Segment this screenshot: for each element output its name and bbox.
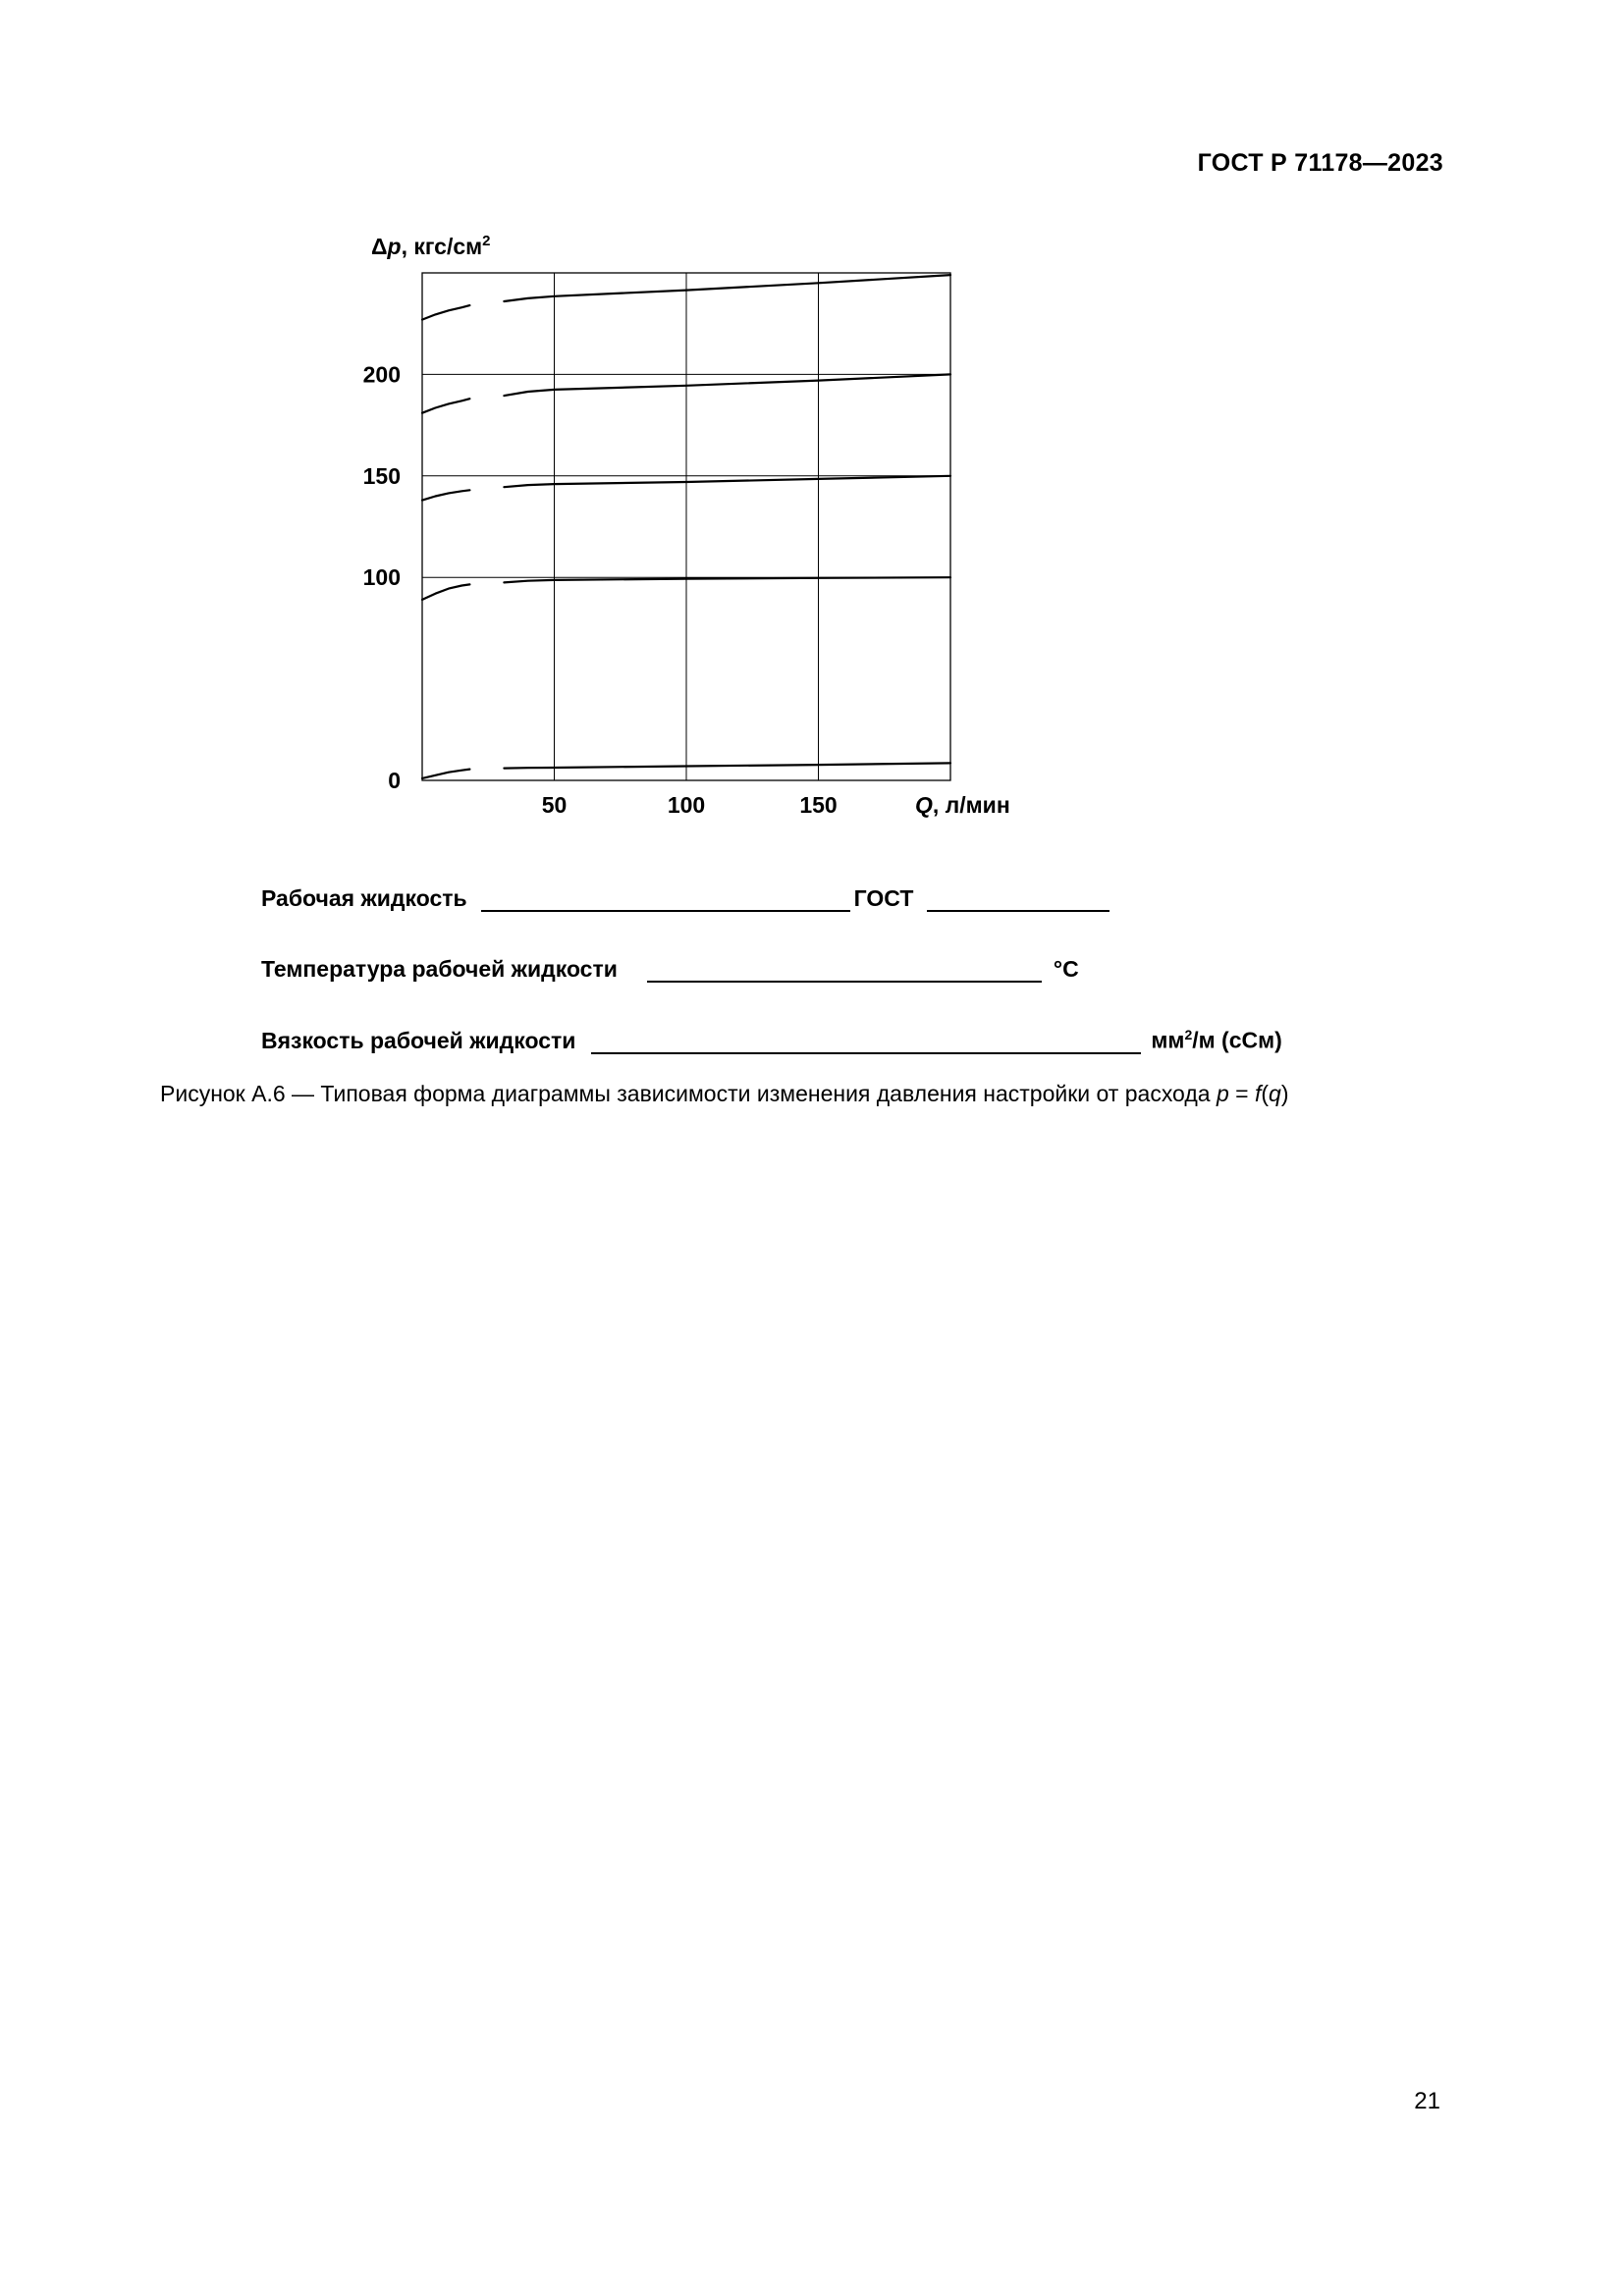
chart-container	[0, 0, 1624, 849]
series-2-start-segment	[422, 584, 469, 600]
gost-label: ГОСТ	[853, 885, 914, 911]
series-3-main-segment	[504, 476, 950, 487]
temperature-row	[261, 956, 1079, 983]
y-axis-label: Δp, кгс/$см^2$	[371, 233, 491, 259]
page-number: 21	[1414, 2088, 1440, 2114]
y-tick-label: 150	[362, 462, 401, 489]
series-3-start-segment	[422, 490, 469, 500]
series-4-main-segment	[504, 374, 950, 396]
fluid-label: Рабочая жидкость	[261, 885, 467, 911]
x-tick-label: 50	[541, 792, 568, 818]
series-2-main-segment	[504, 577, 950, 582]
y-tick-label: 0	[388, 768, 401, 793]
grid-layer	[422, 273, 950, 780]
viscosity-input-line[interactable]	[591, 1029, 1141, 1054]
temperature-unit: °С	[1053, 956, 1079, 982]
figure-caption: Рисунок А.6 — Типовая форма диаграммы зависимости изменения давления настройки от расхода p = f(q)	[160, 1081, 1289, 1106]
y-tick-label: 200	[362, 361, 401, 388]
y-tick-label: 100	[362, 564, 401, 591]
series-4-start-segment	[422, 399, 469, 413]
viscosity-unit: $мм^2/м$ (сСм)	[1151, 1027, 1282, 1053]
fluid-input-line[interactable]	[481, 886, 850, 912]
gost-input-line[interactable]	[927, 886, 1110, 912]
fluid-row	[261, 885, 1110, 912]
x-axis-label: Q, л/мин	[915, 792, 1010, 818]
series-5-start-segment	[422, 305, 469, 320]
series-5-main-segment	[504, 275, 950, 301]
x-tick-label: 100	[667, 792, 706, 818]
series-1-start-segment	[422, 770, 469, 778]
x-tick-label: 150	[799, 792, 838, 818]
series-1-main-segment	[504, 763, 950, 768]
pressure-flow-chart	[0, 0, 1624, 844]
temperature-input-line[interactable]	[647, 957, 1042, 983]
tick-layer	[363, 361, 838, 818]
temperature-label: Температура рабочей жидкости	[261, 956, 618, 982]
document-standard-number: ГОСТ Р 71178—2023	[1197, 149, 1443, 177]
viscosity-row	[261, 1027, 1282, 1054]
viscosity-label: Вязкость рабочей жидкости	[261, 1027, 576, 1053]
